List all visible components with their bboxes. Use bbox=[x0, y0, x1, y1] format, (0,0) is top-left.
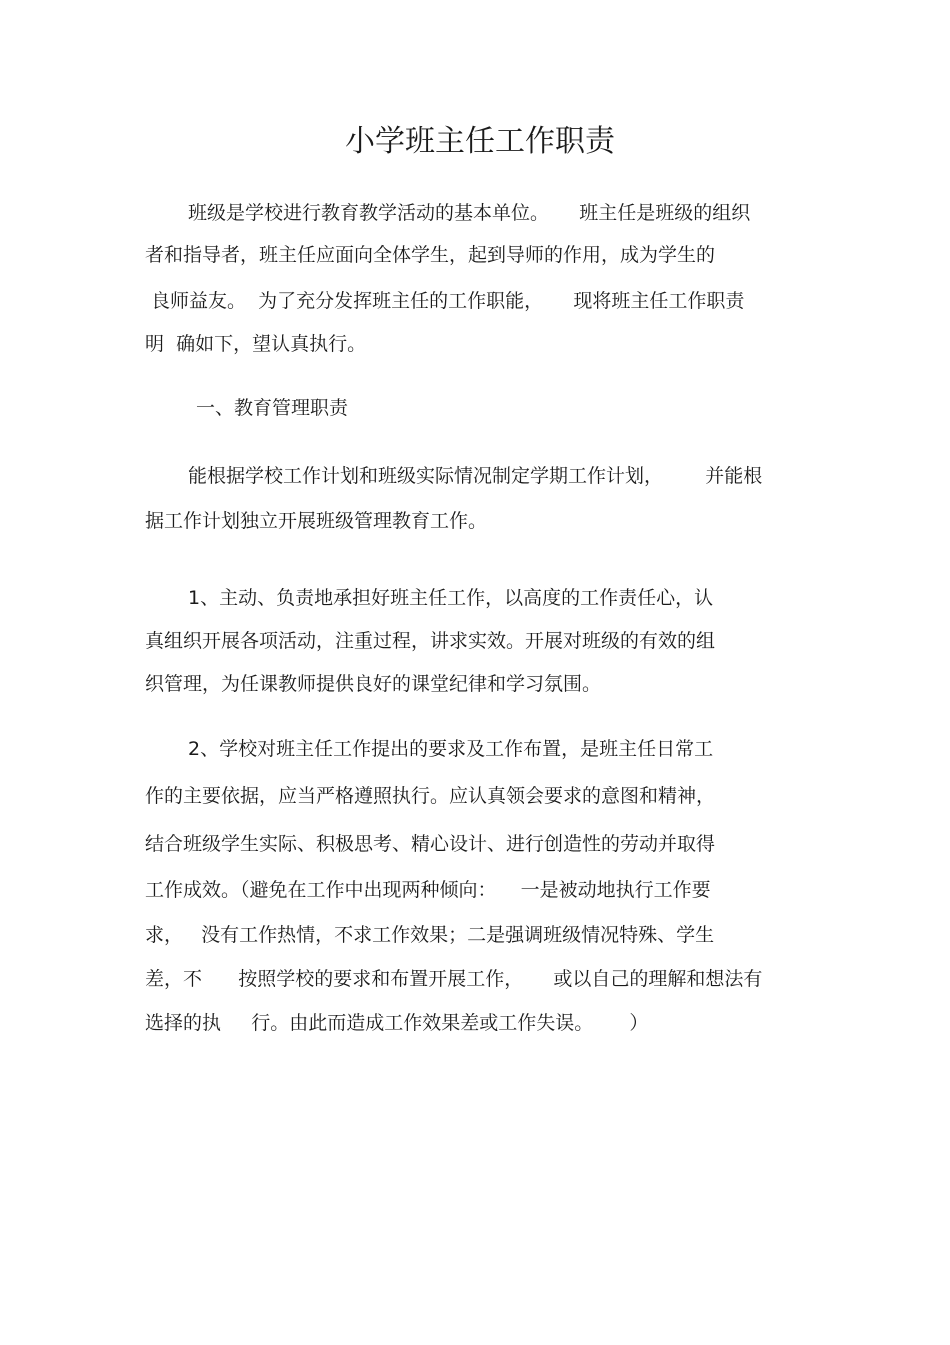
item1-line-3: 织管理，为任课教师提供良好的课堂纪律和学习氛围。 bbox=[145, 673, 602, 695]
document-title: 小学班主任工作职责 bbox=[345, 124, 615, 159]
item1-line-1: 、主动、负责地承担好班主任工作，以高度的工作责任心，认 bbox=[200, 587, 714, 609]
item2-line-1: 、学校对班主任工作提出的要求及工作布置，是班主任日常工 bbox=[200, 738, 714, 760]
section-para-line-2: 据工作计划独立开展班级管理教育工作。 bbox=[145, 510, 488, 532]
item2-number: 2 bbox=[188, 738, 201, 760]
item2-line-2: 作的主要依据，应当严格遵照执行。应认真领会要求的意图和精神， bbox=[145, 785, 716, 807]
item2-line-7: 选择的执 行。由此而造成工作效果差或工作失误。 ） bbox=[145, 1012, 649, 1034]
intro-line-2: 者和指导者，班主任应面向全体学生，起到导师的作用，成为学生的 bbox=[145, 244, 716, 266]
item1-line-2: 真组织开展各项活动，注重过程，讲求实效。开展对班级的有效的组 bbox=[145, 630, 716, 652]
item2-line-5: 求， 没有工作热情，不求工作效果；二是强调班级情况特殊、学生 bbox=[145, 924, 715, 946]
item2-line-6: 差，不 按照学校的要求和布置开展工作， 或以自己的理解和想法有 bbox=[145, 968, 763, 990]
intro-line-4: 明 确如下，望认真执行。 bbox=[145, 333, 367, 355]
item1-first-line bbox=[188, 585, 713, 611]
intro-line-1: 班级是学校进行教育教学活动的基本单位。 班主任是班级的组织 bbox=[188, 202, 751, 224]
item1-number: 1 bbox=[188, 587, 201, 609]
intro-line-3: 良师益友。 为了充分发挥班主任的工作职能， 现将班主任工作职责 bbox=[145, 290, 745, 312]
section-para-line-1: 能根据学校工作计划和班级实际情况制定学期工作计划， 并能根 bbox=[188, 465, 763, 487]
item2-line-4: 工作成效。（避免在工作中出现两种倾向： 一是被动地执行工作要 bbox=[145, 879, 711, 901]
item2-first-line bbox=[188, 736, 713, 762]
item2-line-3: 结合班级学生实际、积极思考、精心设计、进行创造性的劳动并取得 bbox=[145, 833, 716, 855]
section-heading: 一、教育管理职责 bbox=[196, 397, 349, 419]
